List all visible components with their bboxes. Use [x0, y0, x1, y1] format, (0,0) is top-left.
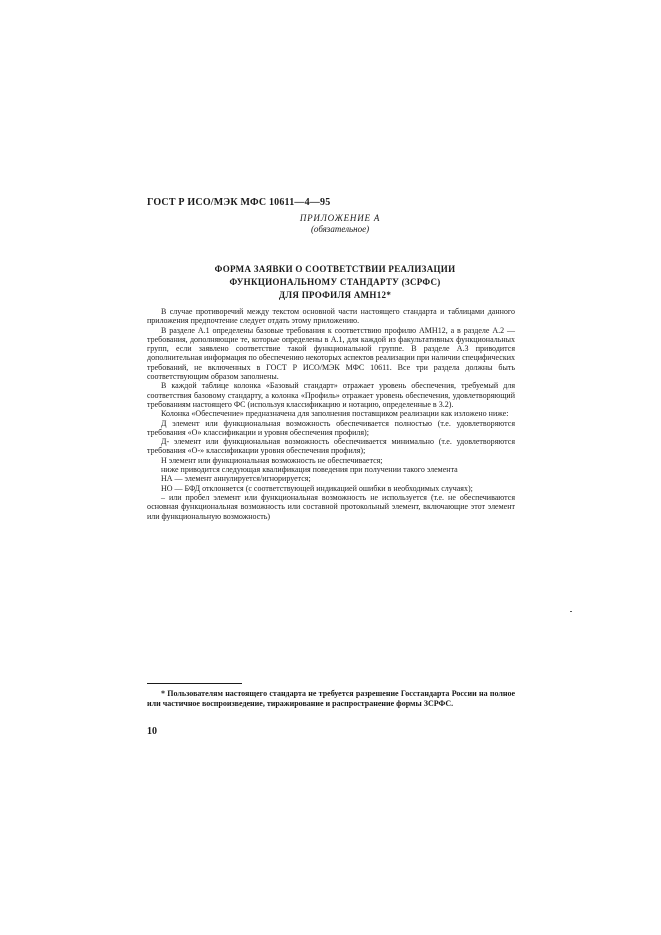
- footnote-text: * Пользователям настоящего стандарта не требуется разрешение Госстандарта России на полное или частичное воспроизведение, тиражирование и распространение формы ЗСРФС.: [147, 689, 515, 708]
- legend-item-dash: – или пробел элемент или функциональная возможность не используется (т.е. не обеспечиваются основная функциональная возможность или составной протокольный элемент, включающие этот элемент или функциональную возможность): [147, 492, 515, 521]
- legend-item-d: Д элемент или функциональная возможность обеспечивается полностью (т.е. удовлетворяются требования «О» классификации и уровня обеспечения профиля);: [147, 418, 515, 437]
- paragraph-columns: В каждой таблице колонка «Базовый стандарт» отражает уровень обеспечения, требуемый для соответствия базовому стандарту, а колонка «Профиль» отражает уровень обеспечения, удовлетворяющий требованиям настоящего ФС (используя классификацию и нотацию, определенные в 3.2).: [147, 381, 515, 409]
- paragraph-sections: В разделе А.1 определены базовые требования к соответствию профилю АМН12, а в разделе А.2 — требования, дополняющие те, которые определены в А.1, для каждой из факультативных функциональных групп, если заявлено соответствие такой функциональной группе. В разделе А.3 приводится дополнительная информация по обеспечению некоторых аспектов реализации при наличии специфических требований, не включенных в ГОСТ Р ИСО/МЭК МФС 10611. Все три раздела должны быть соответствующим образом заполнены.: [147, 325, 515, 382]
- paragraph-support-column: Колонка «Обеспечение» предназначена для заполнения поставщиком реализации как изложено ниже:: [161, 409, 509, 419]
- annex-status: (обязательное): [310, 224, 370, 234]
- legend-item-d-minus: Д- элемент или функциональная возможность обеспечивается минимально (т.е. удовлетворяются требования «О-» классификации уровня обеспечения профиля);: [147, 437, 515, 456]
- page-number: 10: [147, 726, 157, 737]
- footnote: [147, 689, 515, 709]
- title-line-3: ДЛЯ ПРОФИЛЯ АМН12*: [278, 290, 392, 300]
- title-line-2: ФУНКЦИОНАЛЬНОМУ СТАНДАРТУ (ЗСРФС): [229, 277, 441, 287]
- paragraph-qualification: ниже приводится следующая квалификация поведения при получении такого элемента: [161, 465, 458, 475]
- legend-item-na: НА — элемент аннулируется/игнорируется;: [161, 474, 311, 484]
- annex-label: ПРИЛОЖЕНИЕ А: [299, 213, 381, 223]
- document-code-header: ГОСТ Р ИСО/МЭК МФС 10611—4—95: [147, 197, 331, 208]
- section-title: [175, 263, 495, 302]
- annex-heading: [270, 213, 410, 235]
- scan-speck: [570, 611, 572, 612]
- title-line-1: ФОРМА ЗАЯВКИ О СООТВЕТСТВИИ РЕАЛИЗАЦИИ: [214, 264, 456, 274]
- paragraph-precedence: В случае противоречий между текстом основной части настоящего стандарта и таблицами данного приложения предпочтение следует отдать этому приложению.: [147, 307, 515, 326]
- footnote-divider: [147, 683, 242, 684]
- legend-item-no: НО — БФД отклоняется (с соответствующей индикацией ошибки в необходимых случаях);: [161, 483, 473, 493]
- body-text: [147, 307, 515, 521]
- legend-item-n: Н элемент или функциональная возможность не обеспечивается;: [161, 455, 383, 465]
